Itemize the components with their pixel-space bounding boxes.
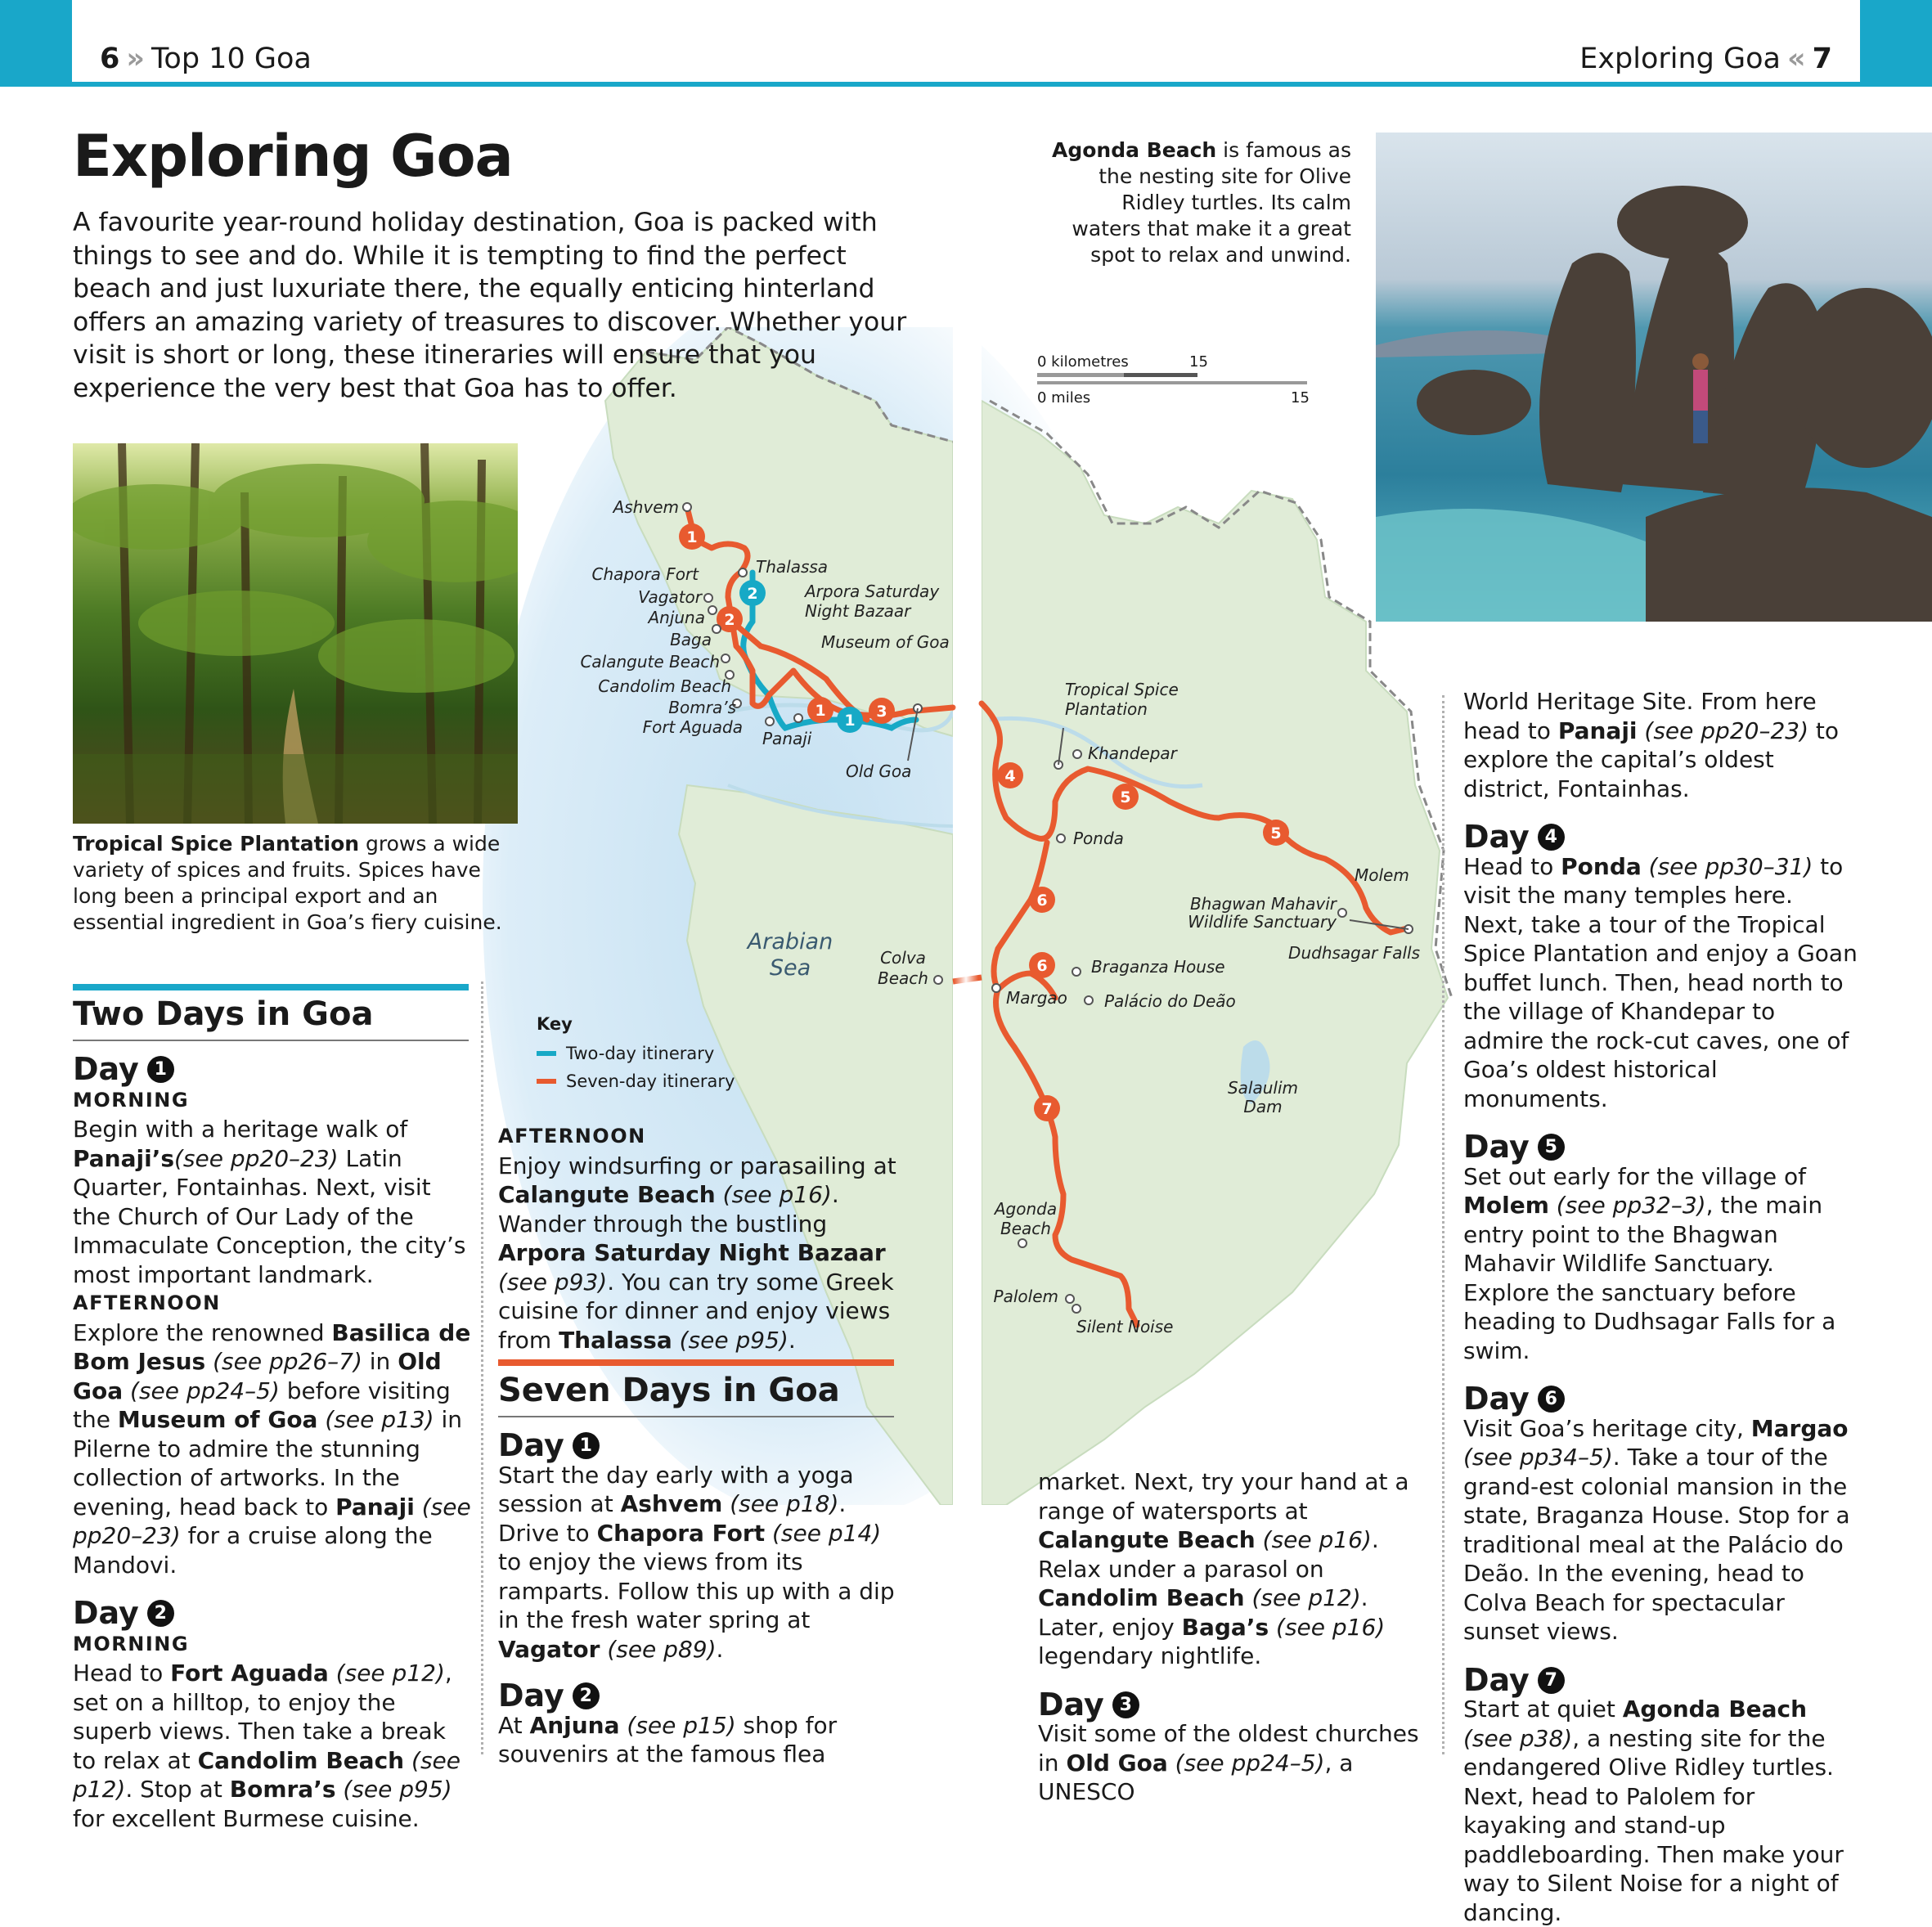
- label-molem: Molem: [1355, 865, 1409, 885]
- label-bhagwan-2: Wildlife Sanctuary: [1188, 912, 1337, 932]
- label-braganza: Braganza House: [1091, 957, 1225, 977]
- two-days-heading: Two Days in Goa: [73, 995, 469, 1041]
- page-gutter-fade: [954, 188, 978, 1775]
- svg-text:3: 3: [876, 703, 887, 721]
- agonda-beach-caption: [1047, 137, 1351, 268]
- label-arpora-2: Night Bazaar: [805, 601, 911, 621]
- day-number-badge: 3: [1112, 1691, 1139, 1718]
- two-days-day-2-morning-text: Head to Fort Aguada (see p12), set on a hilltop, to enjoy the superb views. Then take a break to relax at Candolim Beach (see p12). Stop at Bomra’s (see p95) for excellent Burmese cuisine.: [73, 1660, 461, 1832]
- label-agonda-1: Agonda: [994, 1199, 1058, 1219]
- svg-text:2: 2: [724, 611, 735, 629]
- seven-days-day-6-heading: Day 6: [1463, 1385, 1860, 1414]
- right-page-number: 7: [1812, 43, 1832, 75]
- right-header-rule: [966, 82, 1860, 87]
- marker-1-north: [679, 523, 705, 550]
- left-header-tab: [0, 0, 72, 87]
- label-colva-1: Colva: [880, 948, 926, 968]
- marker-1-blue: [837, 707, 863, 733]
- label-bhagwan-1: Bhagwan Mahavir: [1189, 894, 1337, 914]
- day-number-badge: 1: [573, 1432, 600, 1459]
- caption-bold: Tropical Spice Plantation: [73, 832, 360, 856]
- two-days-rule: [73, 984, 469, 990]
- page-title: Exploring Goa: [73, 123, 513, 190]
- seven-days-day-5-text: Set out early for the village of Molem (see pp32–3), the main entry point to the Bhagwan Mahavir Wildlife Sanctuary. Explore the sanctuary before heading to Dudhsagar Falls for a swim.: [1463, 1162, 1836, 1364]
- column-divider-1: [481, 981, 483, 1754]
- label-baga: Baga: [670, 630, 712, 649]
- label-candolim: Candolim Beach: [598, 676, 731, 696]
- caption-text: is famous as the nesting site for Olive Ridley turtles. Its calm waters that make it a great spot to relax and unwind.: [1072, 138, 1351, 267]
- label-thalassa: Thalassa: [756, 557, 829, 577]
- two-day-swatch: [537, 1051, 556, 1056]
- label-museum: Museum of Goa: [821, 632, 950, 652]
- svg-text:1: 1: [815, 702, 826, 720]
- seven-days-day-3-heading: Day 3: [1038, 1691, 1431, 1720]
- right-running-head: [1579, 43, 1832, 75]
- scale-km-label: 0 kilometres: [1037, 353, 1129, 371]
- seven-days-rule: [498, 1359, 894, 1366]
- key-title: Key: [537, 1014, 573, 1034]
- label-panaji: Panaji: [762, 729, 812, 748]
- map-key: [537, 1014, 749, 1091]
- seven-day-swatch: [537, 1079, 556, 1084]
- label-aguada: Fort Aguada: [642, 717, 743, 737]
- afternoon-label: AFTERNOON: [498, 1125, 646, 1148]
- day-number-badge: 2: [147, 1600, 174, 1627]
- seven-days-day-1-heading: Day 1: [498, 1431, 899, 1461]
- label-anjuna: Anjuna: [648, 608, 705, 627]
- seven-days-day-2-text-cont: market. Next, try your hand at a range of watersports at Calangute Beach (see p16). Relax under a parasol on Candolim Beach (see p12). Later, enjoy Baga’s (see p16) legendary nightlife.: [1038, 1468, 1409, 1669]
- marker-3: [869, 698, 895, 724]
- label-spice-2: Plantation: [1065, 699, 1148, 719]
- seven-days-day-2-heading: Day 2: [498, 1682, 899, 1711]
- label-spice-1: Tropical Spice: [1065, 680, 1179, 699]
- seven-days-day-3-text: Visit some of the oldest churches in Old Goa (see pp24–5), a UNESCO: [1038, 1720, 1419, 1805]
- svg-text:1: 1: [686, 528, 698, 546]
- label-ashvem: Ashvem: [613, 497, 679, 517]
- svg-text:4: 4: [1004, 767, 1016, 785]
- label-chapora: Chapora Fort: [591, 564, 699, 584]
- label-bomras: Bomra’s: [668, 698, 736, 717]
- label-salaulim-1: Salaulim: [1227, 1078, 1299, 1098]
- scale-km-value: 15: [1189, 353, 1208, 371]
- label-salaulim-2: Dam: [1243, 1097, 1283, 1116]
- marker-5a: [1112, 784, 1139, 810]
- spice-plantation-photo: [73, 443, 518, 824]
- svg-text:2: 2: [747, 585, 758, 603]
- right-running-title: Exploring Goa: [1579, 43, 1781, 75]
- left-page-number: 6: [100, 43, 120, 75]
- key-two-day: Two-day itinerary: [566, 1044, 715, 1063]
- label-vagator: Vagator: [638, 587, 702, 607]
- two-days-column-1: [73, 1051, 474, 1833]
- day-number-badge: 6: [1538, 1386, 1565, 1413]
- scale-bar: [1037, 353, 1310, 407]
- two-days-column-2: [498, 1122, 899, 1354]
- svg-text:1: 1: [844, 712, 856, 730]
- svg-text:6: 6: [1036, 892, 1048, 910]
- label-sea: Sea: [769, 955, 811, 981]
- seven-days-heading: Seven Days in Goa: [498, 1372, 894, 1417]
- marker-4: [997, 762, 1023, 788]
- seven-days-day-4-text: Head to Ponda (see pp30–31) to visit the many temples here. Next, take a tour of the Tropical Spice Plantation and enjoy a Goan buffet lunch. Then, head north to the village of Khandepar to admire the rock-cut caves, one of Goa’s oldest historical monuments.: [1463, 852, 1858, 1112]
- day-number-badge: 2: [573, 1682, 600, 1709]
- two-days-day-1-heading: Day 1: [73, 1055, 474, 1085]
- label-old-goa: Old Goa: [846, 761, 912, 781]
- intro-paragraph: A favourite year-round holiday destination, Goa is packed with things to see and do. While it is tempting to find the perfect beach and just luxuriate there, the equally enticing hinterland offers an amazing variety of treasures to discover. Whether your visit is short or long, these itineraries will ensure that you experience the very best that Goa has to offer.: [73, 208, 907, 403]
- seven-days-day-3-text-cont: World Heritage Site. From here head to Panaji (see pp20–23) to explore the capital’s oldest district, Fontainhas.: [1463, 688, 1840, 802]
- label-arpora-1: Arpora Saturday: [805, 582, 940, 601]
- marker-6b: [1029, 952, 1055, 978]
- left-running-title: Top 10 Goa: [151, 43, 312, 75]
- marker-1-orange: [807, 697, 833, 723]
- label-calangute: Calangute Beach: [580, 652, 720, 672]
- seven-days-day-2-text: At Anjuna (see p15) shop for souvenirs at the famous flea: [498, 1711, 838, 1768]
- column-divider-2: [1442, 695, 1445, 1754]
- scale-mi-label: 0 miles: [1037, 389, 1091, 407]
- marker-7: [1034, 1095, 1060, 1121]
- day-number-badge: 5: [1538, 1134, 1565, 1161]
- two-days-day-2-heading: Day 2: [73, 1599, 474, 1628]
- day-number-badge: 4: [1538, 824, 1565, 851]
- seven-days-column-4: [1463, 687, 1860, 1927]
- marker-6a: [1029, 887, 1055, 913]
- seven-days-column-2: [498, 1427, 899, 1769]
- caption-bold: Agonda Beach: [1052, 138, 1217, 162]
- seven-days-day-5-heading: Day 5: [1463, 1133, 1860, 1162]
- afternoon-label: AFTERNOON: [73, 1291, 221, 1314]
- left-header-rule: [72, 82, 966, 87]
- agonda-beach-photo: [1376, 133, 1932, 622]
- svg-text:7: 7: [1041, 1100, 1053, 1118]
- seven-days-day-6-text: Visit Goa’s heritage city, Margao (see pp34–5). Take a tour of the grand-est colonial mansion in the state, Braganza House. Stop for a traditional meal at the Palácio do Deão. In the evening, head to Colva Beach for spectacular sunset views.: [1463, 1414, 1850, 1645]
- key-seven-day: Seven-day itinerary: [566, 1071, 735, 1091]
- marker-2-blue: [739, 580, 766, 606]
- label-arabian: Arabian: [747, 929, 833, 955]
- svg-text:5: 5: [1120, 788, 1131, 806]
- spice-plantation-caption: [73, 831, 514, 936]
- two-days-day-1-afternoon-text: Explore the renowned Basilica de Bom Jesus (see pp26–7) in Old Goa (see pp24–5) before visiting the Museum of Goa (see p13) in Pilerne to admire the stunning collection of artworks. In the evening, head back to Panaji (see pp20–23) for a cruise along the Mandovi.: [73, 1318, 471, 1579]
- seven-days-day-7-heading: Day 7: [1463, 1666, 1860, 1696]
- seven-days-day-7-text: Start at quiet Agonda Beach (see p38), a nesting site for the endangered Olive Ridley turtles. Next, head to Palolem for kayaking and stand-up paddleboarding. Then make your way to Silent Noise for a night of dancing.: [1463, 1696, 1844, 1926]
- label-silent-noise: Silent Noise: [1076, 1317, 1174, 1336]
- morning-label: MORNING: [73, 1632, 190, 1655]
- two-days-day-1-morning-text: Begin with a heritage walk of Panaji’s(see pp20–23) Latin Quarter, Fontainhas. Next, visit the Church of Our Lady of the Immaculate Conception, the city’s most important landmark.: [73, 1116, 466, 1288]
- left-running-head: [100, 43, 312, 75]
- label-margao: Margao: [1006, 988, 1067, 1008]
- chevron-left-icon: «: [1787, 43, 1806, 75]
- day-number-badge: 1: [147, 1056, 174, 1083]
- label-palacio: Palácio do Deão: [1104, 991, 1236, 1011]
- label-khandepar: Khandepar: [1088, 743, 1177, 763]
- seven-days-day-4-heading: Day 4: [1463, 823, 1860, 852]
- right-header-tab: [1860, 0, 1932, 87]
- svg-text:5: 5: [1270, 824, 1282, 842]
- seven-days-day-1-text: Start the day early with a yoga session at Ashvem (see p18). Drive to Chapora Fort (see p14) to enjoy the views from its ramparts. Follow this up with a dip in the fresh water spring at Vagator (see p89).: [498, 1461, 895, 1663]
- label-palolem: Palolem: [993, 1287, 1058, 1306]
- label-colva-2: Beach: [878, 968, 928, 988]
- day-number-badge: 7: [1538, 1667, 1565, 1694]
- label-agonda-2: Beach: [1000, 1219, 1051, 1238]
- label-dudhsagar: Dudhsagar Falls: [1288, 943, 1420, 963]
- two-days-day-2-afternoon-text: Enjoy windsurfing or parasailing at Calangute Beach (see p16). Wander through the bustling Arpora Saturday Night Bazaar (see p93). You can try some Greek cuisine for dinner and enjoy views from Thalassa (see p95).: [498, 1152, 896, 1354]
- svg-text:6: 6: [1036, 957, 1048, 975]
- scale-mi-value: 15: [1291, 389, 1310, 407]
- caption-text: grows a wide variety of spices and fruits. Spices have long been a principal export and an essential ingredient in Goa’s fiery cuisine.: [73, 832, 502, 934]
- chevron-right-icon: »: [126, 43, 145, 75]
- marker-5b: [1263, 820, 1289, 846]
- seven-days-column-3: [1038, 1467, 1431, 1807]
- label-ponda: Ponda: [1073, 829, 1124, 848]
- morning-label: MORNING: [73, 1088, 190, 1112]
